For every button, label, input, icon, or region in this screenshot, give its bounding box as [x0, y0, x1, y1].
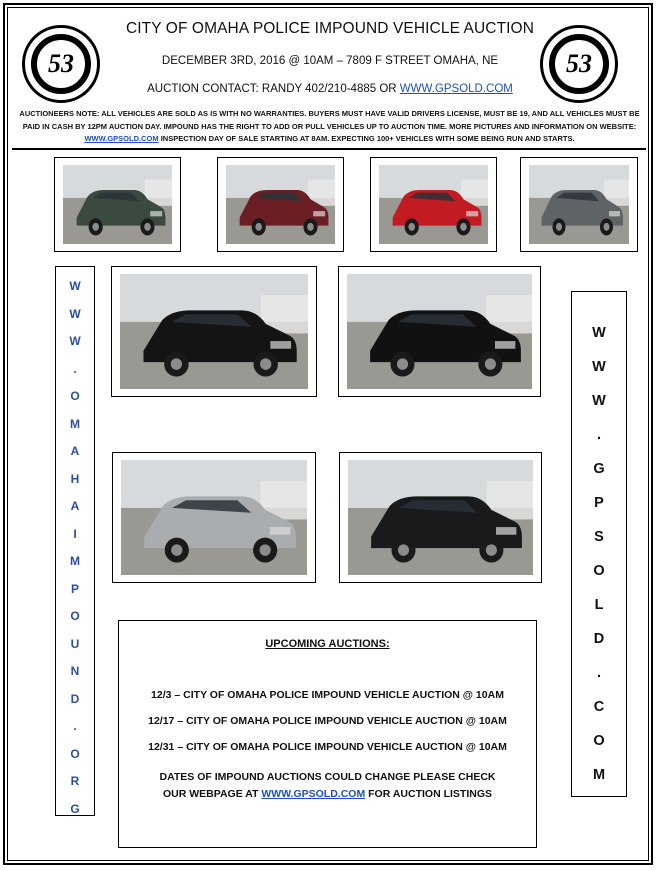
vertical-letter: G: [70, 801, 80, 816]
vertical-letter: W: [592, 359, 606, 375]
vertical-letter: A: [70, 444, 80, 458]
vertical-letter: L: [594, 597, 604, 613]
vertical-letter: H: [70, 471, 80, 486]
vertical-letter: .: [73, 719, 77, 733]
vertical-letter: W: [592, 393, 606, 409]
dark-green-suv-photo: [63, 165, 172, 244]
listings-gpsold-link[interactable]: WWW.GPSOLD.COM: [261, 788, 366, 800]
vertical-letter: R: [70, 774, 80, 788]
upcoming-auction-item: 12/17 – CITY OF OMAHA POLICE IMPOUND VEHICLE AUCTION @ 10AM: [148, 715, 507, 727]
vertical-letter: .: [596, 665, 602, 681]
note-text: AUCTIONEERS NOTE: ALL VEHICLES ARE SOLD AS IS WITH NO WARRANTIES. BUYERS MUST HAVE VALID DRIVERS LICENSE, MUST BE 19, AND ALL VEHICLES MUST BE PAID IN CASH BY 12PM AUCTION DAY. IMPOUND HAS THE RIGHT TO ADD OR PULL VEHICLES UP TO AUCTION TIME. MORE PICTURES AND INFORMATION ON WEBSITE:: [19, 109, 640, 131]
dates-change-notice: [149, 769, 506, 803]
vertical-letter: A: [70, 499, 80, 513]
upcoming-auctions-heading: UPCOMING AUCTIONS:: [265, 638, 390, 650]
gray-suv-photo: [529, 165, 629, 244]
vertical-letter: I: [73, 526, 77, 541]
black-pickup-truck-photo: [120, 274, 308, 389]
vertical-letter: S: [594, 529, 604, 545]
maroon-sedan-photo: [226, 165, 335, 244]
vertical-letter: C: [593, 699, 605, 715]
vertical-letter: P: [70, 581, 79, 596]
vertical-letter: U: [70, 636, 80, 651]
vertical-letter: P: [594, 495, 604, 511]
black-cadillac-sedan-photo: [347, 274, 532, 389]
upcoming-auction-item: 12/3 – CITY OF OMAHA POLICE IMPOUND VEHICLE AUCTION @ 10AM: [151, 689, 504, 701]
vehicle-photo-8: [339, 452, 542, 583]
notice-text: DATES OF IMPOUND AUCTIONS COULD CHANGE PLEASE CHECK OUR WEBPAGE AT: [159, 771, 496, 800]
vertical-letter: O: [593, 733, 605, 749]
vertical-letter: G: [593, 461, 605, 477]
note-gpsold-link[interactable]: WWW.GPSOLD.COM: [84, 134, 159, 143]
vertical-letter: M: [70, 416, 80, 431]
vertical-letter: D: [593, 631, 605, 647]
silver-damaged-suv-photo: [121, 460, 307, 575]
vertical-letter: O: [70, 746, 80, 761]
vertical-letter: .: [73, 361, 77, 376]
great-plains-realty-auction-seal-icon: [22, 25, 100, 103]
note-text-end: INSPECTION DAY OF SALE STARTING AT 8AM. EXPECTING 100+ VEHICLES WITH SOME BEING RUN AND STARTS.: [158, 134, 575, 143]
notice-text-end: FOR AUCTION LISTINGS: [365, 788, 492, 800]
vehicle-photo-6: [338, 266, 541, 397]
vertical-letter: M: [592, 767, 606, 783]
vertical-letter: .: [596, 427, 602, 443]
upcoming-auction-item: 12/31 – CITY OF OMAHA POLICE IMPOUND VEHICLE AUCTION @ 10AM: [148, 741, 507, 753]
vertical-letter: O: [70, 389, 80, 403]
vertical-letter: O: [593, 563, 605, 579]
vehicle-photo-1: [54, 157, 181, 252]
vehicle-photo-4: [520, 157, 638, 252]
contact-text: AUCTION CONTACT: RANDY 402/210-4885 OR: [147, 83, 400, 95]
page-title: CITY OF OMAHA POLICE IMPOUND VEHICLE AUCTION: [125, 20, 535, 37]
seal-number: 53: [566, 49, 592, 78]
vehicle-photo-5: [111, 266, 317, 397]
vertical-letter: O: [70, 609, 80, 623]
vertical-letter: N: [70, 664, 80, 678]
vehicle-photo-7: [112, 452, 316, 583]
gpsold-vertical-url: [571, 291, 627, 797]
vehicle-photo-3: [370, 157, 497, 252]
auctioneers-note: [16, 108, 643, 146]
vertical-letter: W: [592, 325, 606, 341]
vertical-letter: M: [70, 554, 80, 568]
vertical-letter: D: [70, 691, 80, 706]
red-coupe-photo: [379, 165, 488, 244]
auction-date-location: DECEMBER 3RD, 2016 @ 10AM – 7809 F STREET OMAHA, NE: [161, 55, 499, 67]
vertical-letter: W: [69, 279, 81, 293]
vertical-letter: W: [69, 306, 81, 321]
vehicle-photo-2: [217, 157, 344, 252]
seal-number: 53: [48, 49, 74, 78]
upcoming-auctions-box: [118, 620, 537, 848]
auction-contact: [105, 83, 555, 95]
header-divider: [12, 148, 646, 150]
gpsold-link[interactable]: WWW.GPSOLD.COM: [399, 83, 513, 95]
vertical-letter: W: [69, 334, 81, 348]
omaha-impound-vertical-url: [55, 266, 95, 816]
black-chevy-crossover-photo: [348, 460, 533, 575]
